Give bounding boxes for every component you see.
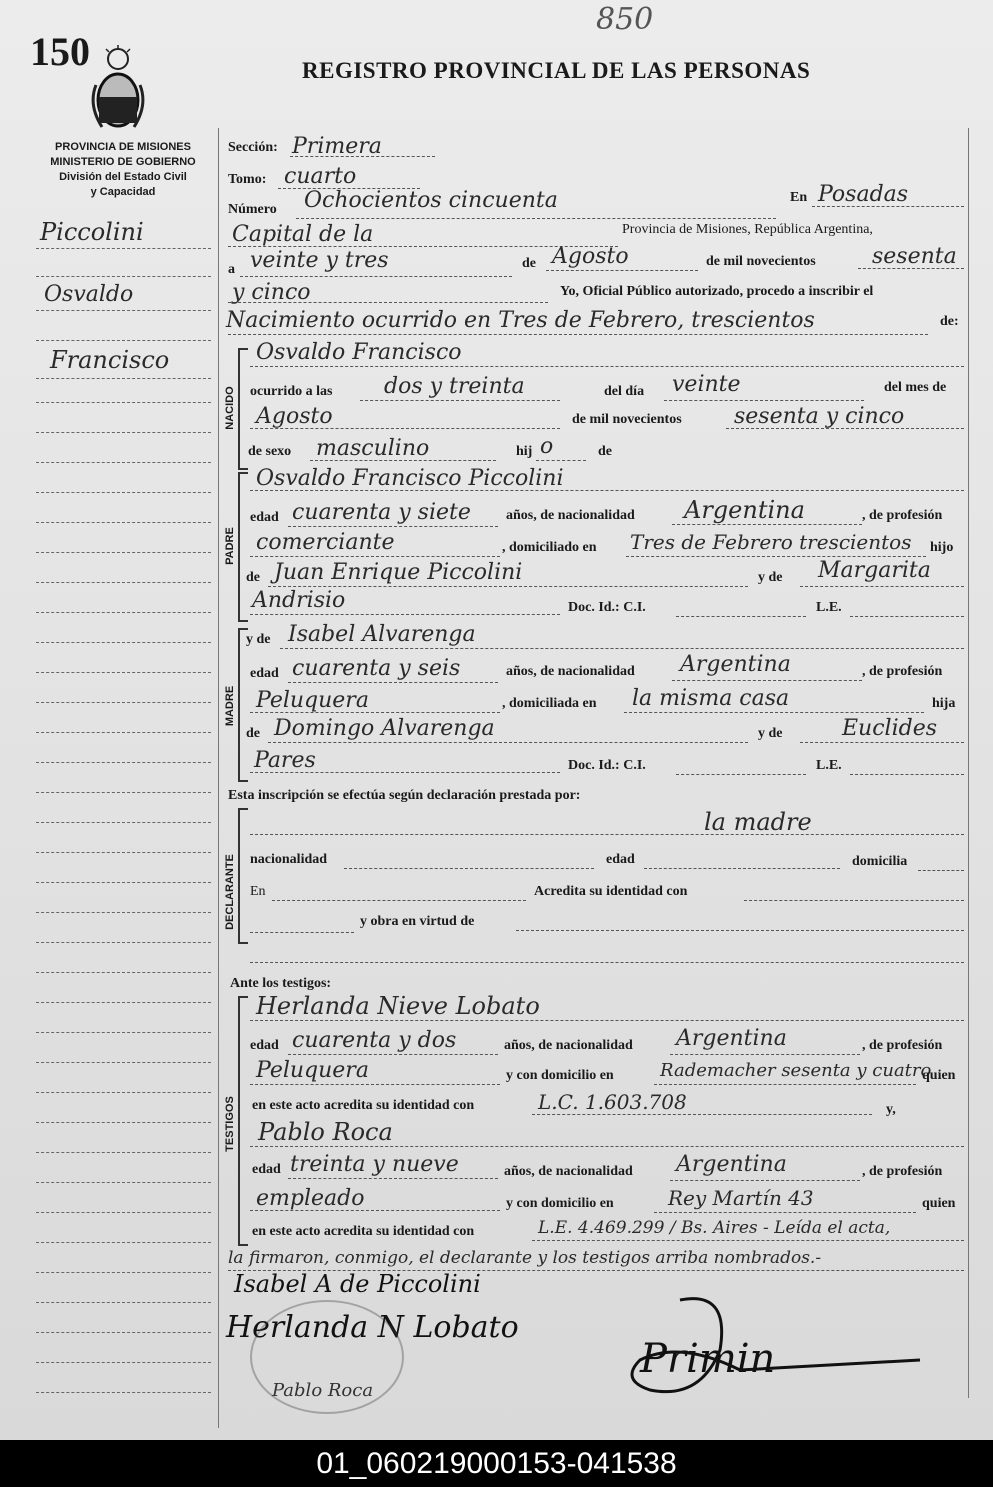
signature-flourish-icon: [620, 1290, 940, 1425]
padre-dom-value: Tres de Febrero trescientos: [630, 530, 912, 554]
province-label: PROVINCIA DE MISIONES: [55, 141, 191, 153]
nacido-bracket: [238, 348, 248, 470]
padre-prof-label: , de profesión: [862, 508, 943, 523]
t2-edad-label: edad: [252, 1162, 281, 1177]
dia-nac-value: veinte: [672, 372, 741, 397]
declarante-value: la madre: [704, 808, 812, 836]
declarante-section-label: DECLARANTE: [224, 854, 236, 930]
padre-nombre-value: Osvaldo Francisco Piccolini: [256, 466, 564, 491]
t2-quien-label: quien: [922, 1196, 956, 1211]
t2-nac-label: años, de nacionalidad: [504, 1164, 633, 1179]
madre-le-label: L.E.: [816, 758, 842, 773]
y-de-label-2: y de: [246, 632, 271, 647]
t2-prof-label: , de profesión: [862, 1164, 943, 1179]
de-sexo-label: de sexo: [248, 444, 292, 459]
ocurrido-label: ocurrido a las: [250, 384, 333, 399]
declarante-nac-label: nacionalidad: [250, 852, 328, 867]
de-label-3: de: [246, 570, 260, 585]
madre-edad-value: cuarenta y seis: [292, 656, 461, 681]
abuela-2-value: Andrisio: [252, 588, 346, 613]
declarante-en-label: En: [250, 884, 266, 899]
numero-value: Ochocientos cincuenta: [304, 188, 558, 213]
padre-bracket: [238, 472, 248, 622]
y-comma-label: y,: [886, 1102, 896, 1117]
cierre-value: la firmaron, conmigo, el declarante y los testigos arriba nombrados.-: [228, 1248, 822, 1268]
ministry-label: MINISTERIO DE GOBIERNO: [50, 156, 196, 168]
madre-bracket: [238, 628, 248, 782]
abuelo-m-value: Domingo Alvarenga: [274, 716, 495, 741]
en-value: Posadas: [818, 182, 909, 207]
padre-section-label: PADRE: [224, 527, 236, 565]
hij-letter-value: o: [540, 434, 554, 459]
t2-doc-value: L.E. 4.469.299 / Bs. Aires - Leída el acta,: [538, 1218, 891, 1238]
margin-name-2: Francisco: [50, 346, 170, 374]
t1-dom-label: y con domicilio en: [506, 1068, 614, 1083]
t1-acredita-label: en este acto acredita su identidad con: [252, 1098, 475, 1113]
ano-nac-value: sesenta y cinco: [734, 404, 905, 429]
t2-nac-value: Argentina: [676, 1152, 787, 1177]
t1-edad-label: edad: [250, 1038, 279, 1053]
testigos-section-label: TESTIGOS: [224, 1096, 236, 1152]
del-mes-label: del mes de: [884, 380, 947, 395]
t1-prof-label: , de profesión: [862, 1038, 943, 1053]
image-id-bar: 01_060219000153-041538: [0, 1440, 993, 1487]
declarante-edad-label: edad: [606, 852, 635, 867]
padre-dom-label: , domiciliado en: [502, 540, 597, 555]
tomo-value: cuarto: [284, 164, 357, 189]
padre-edad-label: edad: [250, 510, 279, 525]
padre-doc-label: Doc. Id.: C.I.: [568, 600, 646, 615]
t1-doc-value: L.C. 1.603.708: [538, 1090, 687, 1114]
padre-edad-value: cuarenta y siete: [292, 500, 471, 525]
abuelo-value: Juan Enrique Piccolini: [274, 560, 523, 585]
t1-nombre-value: Herlanda Nieve Lobato: [256, 992, 540, 1020]
madre-edad-label: edad: [250, 666, 279, 681]
hijo-label: hijo: [930, 540, 954, 555]
abuela-value: Margarita: [818, 558, 931, 583]
testigos-bracket: [238, 996, 248, 1246]
madre-doc-label: Doc. Id.: C.I.: [568, 758, 646, 773]
margin-name-1: Osvaldo: [44, 282, 134, 307]
madre-nac-label: años, de nacionalidad: [506, 664, 635, 679]
signature-1: Isabel A de Piccolini: [234, 1270, 481, 1298]
right-border: [968, 128, 969, 1398]
madre-section-label: MADRE: [224, 685, 236, 727]
de-colon-label: de:: [940, 314, 959, 329]
madre-dom-value: la misma casa: [632, 686, 790, 711]
abuela-m-value: Euclides: [842, 716, 938, 741]
madre-nac-value: Argentina: [680, 652, 791, 677]
de-label-2: de: [598, 444, 612, 459]
declarante-domicilia-label: domicilia: [852, 854, 908, 869]
t2-dom-value: Rey Martín 43: [668, 1186, 814, 1210]
t1-quien-label: quien: [922, 1068, 956, 1083]
t1-edad-value: cuarenta y dos: [292, 1028, 457, 1053]
division-label: División del Estado Civil: [59, 171, 187, 183]
nombre-value: Osvaldo Francisco: [256, 340, 462, 365]
declarante-bracket: [238, 808, 248, 944]
testigos-label: Ante los testigos:: [230, 976, 332, 991]
t2-edad-value: treinta y nueve: [290, 1152, 459, 1177]
t1-nac-value: Argentina: [676, 1026, 787, 1051]
padre-nac-value: Argentina: [684, 496, 805, 524]
t1-prof-value: Peluquera: [256, 1058, 369, 1083]
margin-surname: Piccolini: [40, 218, 144, 246]
yo-label: Yo, Oficial Público autorizado, procedo a inscribir el: [560, 284, 874, 299]
pencil-number: 850: [596, 2, 654, 37]
y-de-label-3: y de: [758, 726, 783, 741]
t1-nac-label: años, de nacionalidad: [504, 1038, 633, 1053]
folio-number: 150: [30, 29, 90, 74]
mes-nac-value: Agosto: [256, 404, 333, 429]
seccion-label: Sección:: [228, 140, 278, 155]
de-mil-2-label: de mil novecientos: [572, 412, 682, 427]
hij-label: hij: [516, 444, 533, 459]
t1-dom-value: Rademacher sesenta y cuatro: [660, 1060, 932, 1081]
numero-label: Número: [228, 202, 277, 217]
acta-value: Nacimiento ocurrido en Tres de Febrero, trescientos: [226, 308, 815, 333]
acredita-label: Acredita su identidad con: [534, 884, 688, 899]
madre-prof-label: , de profesión: [862, 664, 943, 679]
de-label-4: de: [246, 726, 260, 741]
t2-dom-label: y con domicilio en: [506, 1196, 614, 1211]
sexo-value: masculino: [316, 436, 430, 461]
left-column-rule: [218, 128, 219, 1428]
coat-of-arms-icon: [88, 45, 148, 135]
signature-4: Primin: [640, 1336, 776, 1382]
madre-prof-value: Peluquera: [256, 688, 369, 713]
ano-value: sesenta: [872, 244, 957, 269]
y-de-label-1: y de: [758, 570, 783, 585]
signature-3: Pablo Roca: [272, 1380, 374, 1401]
obra-label: y obra en virtud de: [360, 914, 475, 929]
provincia-label: Provincia de Misiones, República Argentina,: [622, 222, 873, 237]
t2-prof-value: empleado: [256, 1186, 365, 1211]
de-label-1: de: [522, 256, 536, 271]
hora-value: dos y treinta: [384, 374, 525, 399]
padre-le-label: L.E.: [816, 600, 842, 615]
mes-value: Agosto: [552, 244, 629, 269]
document-title: REGISTRO PROVINCIAL DE LAS PERSONAS: [302, 58, 811, 83]
madre-nombre-value: Isabel Alvarenga: [288, 622, 476, 647]
en-label: En: [790, 190, 808, 205]
seccion-value: Primera: [292, 134, 382, 159]
del-dia-label: del día: [604, 384, 645, 399]
hija-label: hija: [932, 696, 956, 711]
capital-value: Capital de la: [232, 222, 374, 247]
tomo-label: Tomo:: [228, 172, 267, 187]
t2-acredita-label: en este acto acredita su identidad con: [252, 1224, 475, 1239]
signature-2: Herlanda N Lobato: [226, 1310, 519, 1345]
stamp-seal-icon: [250, 1300, 404, 1414]
madre-dom-label: , domiciliada en: [502, 696, 597, 711]
t2-nombre-value: Pablo Roca: [258, 1118, 393, 1146]
ano-value-2: y cinco: [232, 280, 311, 305]
de-mil-label: de mil novecientos: [706, 254, 816, 269]
nacido-section-label: NACIDO: [224, 386, 236, 430]
padre-nac-label: años, de nacionalidad: [506, 508, 635, 523]
padre-prof-value: comerciante: [256, 530, 395, 555]
abuela-m-2-value: Pares: [254, 748, 316, 773]
a-label: a: [228, 262, 235, 277]
inscripcion-label: Esta inscripción se efectúa según declaración prestada por:: [228, 788, 581, 803]
dia-value: veinte y tres: [250, 248, 389, 273]
capacity-label: y Capacidad: [90, 186, 156, 198]
